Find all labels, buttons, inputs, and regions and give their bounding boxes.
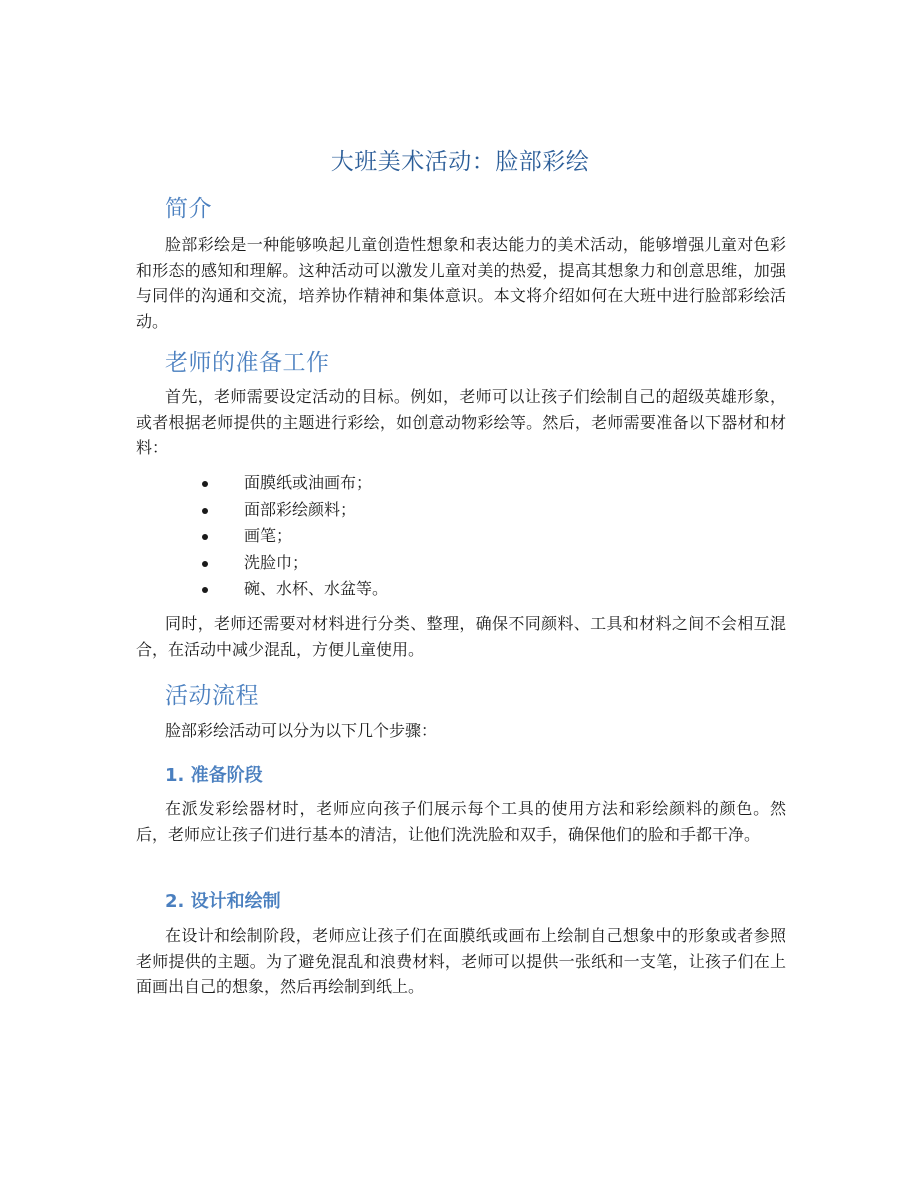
list-item [196,576,388,603]
materials-list [196,470,388,603]
bullet-icon [202,587,208,593]
organization-paragraph: 同时，老师还需要对材料进行分类、整理，确保不同颜料、工具和材料之间不会相互混合，在活动中减少混乱，方便儿童使用。 [136,614,786,659]
list-item-text: 碗、水杯、水盆等。 [244,579,389,598]
step-paragraph-design: 在设计和绘制阶段，老师应让孩子们在面膜纸或画布上绘制自己想象中的形象或者参照老师提供的主题。为了避免混乱和浪费材料，老师可以提供一张纸和一支笔，让孩子们在上面画出自己的想象，然后再绘制到纸上。 [136,926,786,997]
list-item-text: 洗脸巾； [244,552,309,572]
list-item-text: 画笔； [244,526,293,545]
bullet-icon [202,481,208,487]
bullet-icon [202,534,208,540]
step-heading-preparation: 1. 准备阶段 [165,765,263,786]
list-item-text: 面部彩绘颜料； [244,499,357,519]
process-intro-paragraph: 脸部彩绘活动可以分为以下几个步骤： [165,721,438,740]
bullet-icon [202,508,208,514]
document-title: 大班美术活动：脸部彩绘 [330,149,590,175]
list-item-text: 面膜纸或油画布； [244,473,373,492]
intro-paragraph: 脸部彩绘是一种能够唤起儿童创造性想象和表达能力的美术活动，能够增强儿童对色彩和形态的感知和理解。这种活动可以激发儿童对美的热爱，提高其想象力和创意思维，加强与同伴的沟通和交流，培养协作精神和集体意识。本文将介绍如何在大班中进行脸部彩绘活动。 [136,235,786,331]
bullet-icon [202,561,208,567]
list-item [196,497,388,524]
section-heading-preparation: 老师的准备工作 [165,350,330,376]
step-heading-design: 2. 设计和绘制 [165,891,281,912]
list-item [196,523,388,550]
section-heading-intro: 简介 [165,196,212,222]
preparation-paragraph: 首先，老师需要设定活动的目标。例如，老师可以让孩子们绘制自己的超级英雄形象，或者根据老师提供的主题进行彩绘，如创意动物彩绘等。然后，老师需要准备以下器材和材料： [136,387,786,458]
list-item [196,470,388,497]
list-item [196,550,388,577]
section-heading-process: 活动流程 [165,683,259,709]
step-paragraph-preparation: 在派发彩绘器材时，老师应向孩子们展示每个工具的使用方法和彩绘颜料的颜色。然后，老师应让孩子们进行基本的清洁，让他们洗洗脸和双手，确保他们的脸和手都干净。 [136,799,786,844]
